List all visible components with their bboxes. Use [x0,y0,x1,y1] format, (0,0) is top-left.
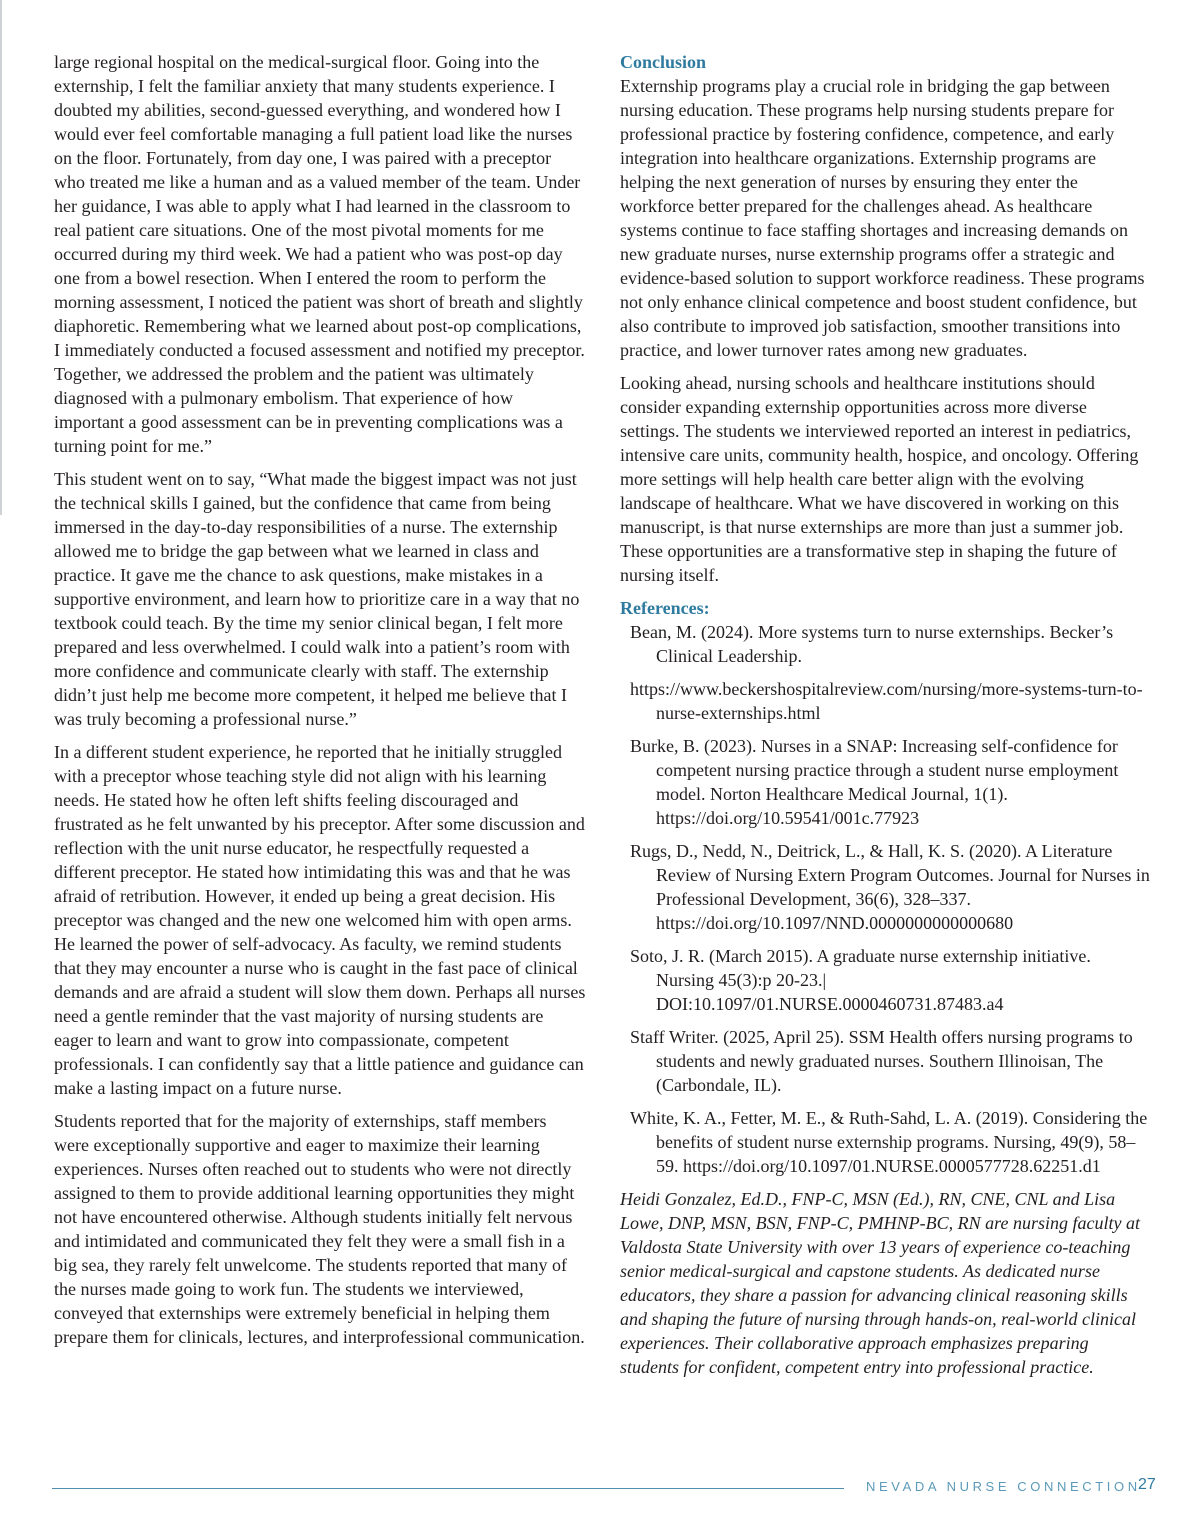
left-column [54,50,586,1358]
right-column [620,50,1150,1379]
author-bio: Heidi Gonzalez, Ed.D., FNP-C, MSN (Ed.), RN, CNE, CNL and Lisa Lowe, DNP, MSN, BSN, FNP-C, PMHNP-BC, RN are nursing faculty at Valdosta State University with over 13 years of experience co-teaching senior medical-surgical and capstone students. As dedicated nurse educators, they share a passion for advancing clinical reasoning skills and shaping the future of nursing through hands-on, real-world clinical experiences. Their collaborative approach emphasizes preparing students for confident, competent entry into professional practice. [620,1189,1140,1377]
page-number: 27 [1138,1476,1156,1493]
reference-item: Staff Writer. (2025, April 25). SSM Health offers nursing programs to students and newly graduated nurses. Southern Illinoisan, The (Carbondale, IL). [630,1027,1133,1095]
body-paragraph: This student went on to say, “What made the biggest impact was not just the technical skills I gained, but the confidence that came from being immersed in the day-to-day responsibilities of a nurse. The externship allowed me to bridge the gap between what we learned in class and practice. It gave me the chance to ask questions, make mistakes in a supportive environment, and learn how to prioritize care in a way that no textbook could teach. By the time my senior clinical began, I felt more prepared and less overwhelmed. I could walk into a patient’s room with more confidence and communicate clearly with staff. The externship didn’t just help me become more competent, it helped me believe that I was truly becoming a professional nurse.” [54,469,580,729]
conclusion-paragraph: Externship programs play a crucial role in bridging the gap between nursing education. These programs help nursing students prepare for professional practice by fostering confidence, competence, and early integration into healthcare organizations. Externship programs are helping the next generation of nurses by ensuring they enter the workforce better prepared for the challenges ahead. As healthcare systems continue to face staffing shortages and increasing demands on new graduate nurses, nurse externship programs offer a strategic and evidence-based solution to support workforce readiness. These programs not only enhance clinical competence and boost student confidence, but also contribute to improved job satisfaction, smoother transitions into practice, and lower turnover rates among new graduates. [620,76,1145,360]
reference-item: White, K. A., Fetter, M. E., & Ruth-Sahd, L. A. (2019). Considering the benefits of student nurse externship programs. Nursing, 49(9), 58–59. https://doi.org/10.1097/01.NURSE.0000577728.62251.d1 [630,1108,1148,1176]
footer-rule [52,1488,844,1489]
reference-item: Burke, B. (2023). Nurses in a SNAP: Increasing self-confidence for competent nursing practice through a student nurse employment model. Norton Healthcare Medical Journal, 1(1). https://doi.org/10.59541/001c.77923 [630,736,1119,828]
references-list [620,620,1150,1178]
body-paragraph: large regional hospital on the medical-surgical floor. Going into the externship, I felt the familiar anxiety that many students experience. I doubted my abilities, second-guessed everything, and wondered how I would ever feel comfortable managing a full patient load like the nurses on the floor. Fortunately, from day one, I was paired with a preceptor who treated me like a human and as a valued member of the team. Under her guidance, I was able to apply what I had learned in the classroom to real patient care situations. One of the most pivotal moments for me occurred during my third week. We had a patient who was post-op day one from a bowel resection. When I entered the room to perform the morning assessment, I noticed the patient was short of breath and slightly diaphoretic. Remembering what we learned about post-op complications, I immediately conducted a focused assessment and notified my preceptor. Together, we addressed the problem and the patient was ultimately diagnosed with a pulmonary embolism. That experience of how important a good assessment can be in preventing complications was a turning point for me.” [54,52,585,456]
page-edge-mark [0,0,2,515]
conclusion-heading: Conclusion [620,52,707,72]
publication-name: NEVADA NURSE CONNECTION [866,1479,1141,1494]
body-paragraph: In a different student experience, he reported that he initially struggled with a preceptor whose teaching style did not align with his learning needs. He stated how he often left shifts feeling discouraged and frustrated as he felt unwanted by his preceptor. After some discussion and reflection with the unit nurse educator, he respectfully requested a different preceptor. He stated how intimidating this was and that he was afraid of retribution. However, it ended up being a great decision. His preceptor was changed and the new one welcomed him with open arms. He learned the power of self-advocacy. As faculty, we remind students that they may encounter a nurse who is caught in the fast pace of clinical demands and are afraid a student will slow them down. Perhaps all nurses need a gentle reminder that the vast majority of nursing students are eager to learn and want to grow into compassionate, competent professionals. I can confidently say that a little patience and guidance can make a lasting impact on a future nurse. [54,742,586,1098]
reference-item: https://www.beckershospitalreview.com/nursing/more-systems-turn-to-nurse-externships.html [630,679,1143,723]
body-paragraph: Students reported that for the majority of externships, staff members were exceptionally supportive and eager to maximize their learning experiences. Nurses often reached out to students who were not directly assigned to them to provide additional learning opportunities they might not have encountered otherwise. Although students initially felt nervous and intimidated and communicated they felt they were a small fish in a big sea, they rarely felt unwelcome. The students reported that many of the nurses made going to work fun. The students we interviewed, conveyed that externships were extremely beneficial in helping them prepare them for clinicals, lectures, and interprofessional communication. [54,1111,585,1347]
references-heading: References: [620,598,710,618]
reference-item: Rugs, D., Nedd, N., Deitrick, L., & Hall, K. S. (2020). A Literature Review of Nursing Extern Program Outcomes. Journal for Nurses in Professional Development, 36(6), 328–337. https://doi.org/10.1097/NND.0000000000000680 [630,841,1150,933]
conclusion-paragraph: Looking ahead, nursing schools and healthcare institutions should consider expanding externship opportunities across more diverse settings. The students we interviewed reported an interest in pediatrics, intensive care units, community health, hospice, and oncology. Offering more settings will help health care better align with the evolving landscape of healthcare. What we have discovered in working on this manuscript, is that nurse externships are more than just a summer job. These opportunities are a transformative step in shaping the future of nursing itself. [620,373,1139,585]
reference-item: Soto, J. R. (March 2015). A graduate nurse externship initiative. Nursing 45(3):p 20-23.| DOI:10.1097/01.NURSE.0000460731.87483.a4 [630,946,1091,1014]
reference-item: Bean, M. (2024). More systems turn to nurse externships. Becker’s Clinical Leadership. [630,622,1114,666]
